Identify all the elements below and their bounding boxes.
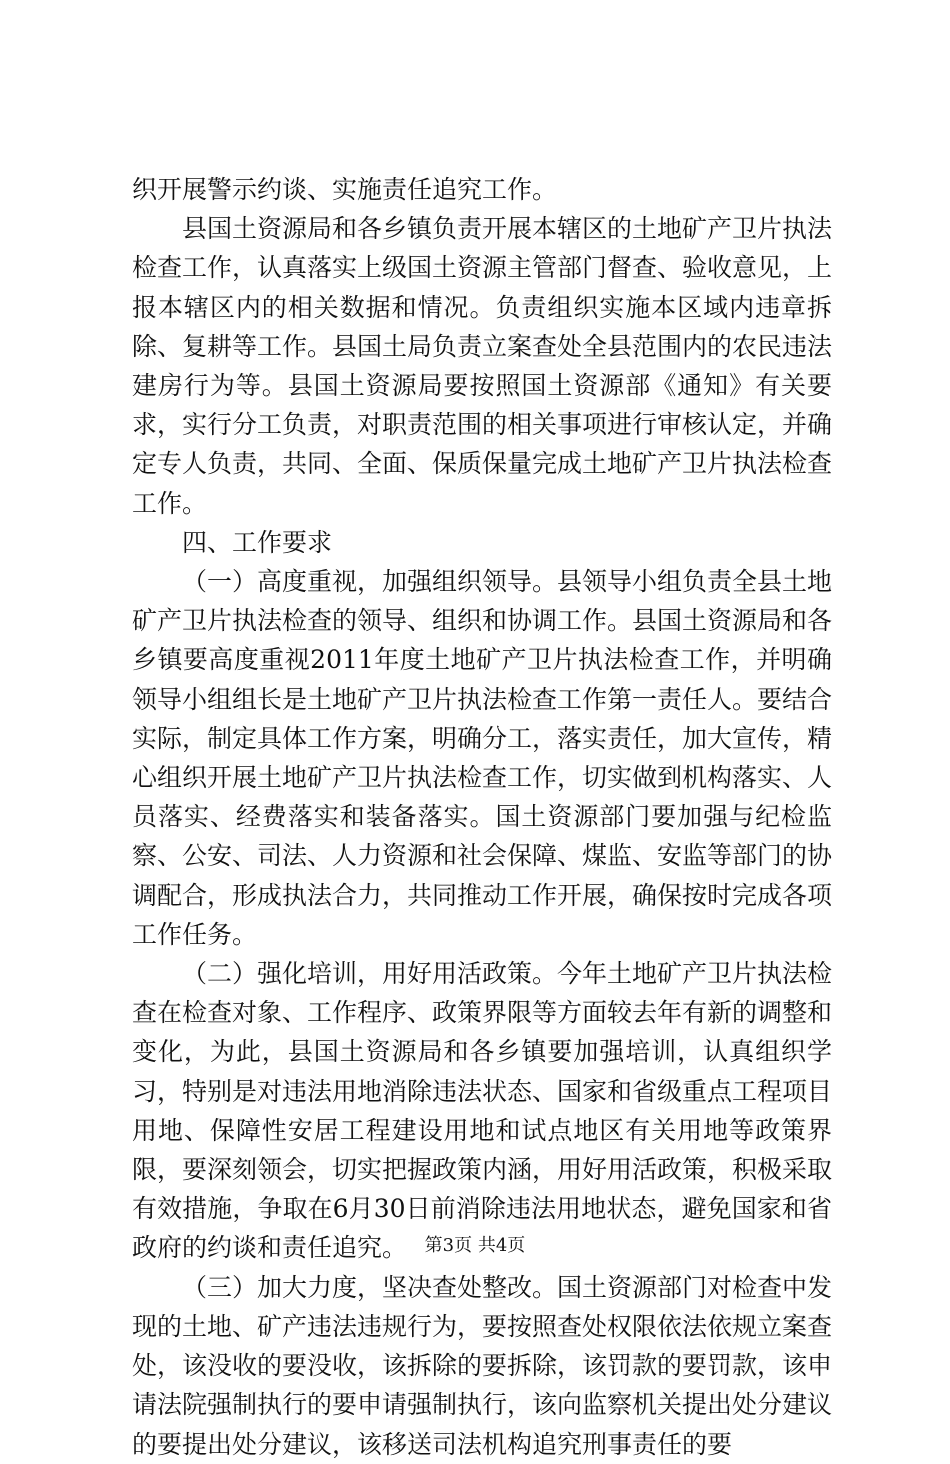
paragraph-responsibilities: 县国土资源局和各乡镇负责开展本辖区的土地矿产卫片执法检查工作，认真落实上级国土资源主管部门督查、验收意见，上报本辖区内的相关数据和情况。负责组织实施本区域内违章拆除、复耕等工作。县国土局负责立案查处全县范围内的农民违法建房行为等。县国土资源局要按照国土资源部《通知》有关要求，实行分工负责，对职责范围的相关事项进行审核认定，并确定专人负责，共同、全面、保质保量完成土地矿产卫片执法检查工作。 — [132, 214, 833, 518]
paragraph-item-3: （三）加大力度，坚决查处整改。国土资源部门对检查中发现的土地、矿产违法违规行为，要按照查处权限依法依规立案查处，该没收的要没收，该拆除的要拆除，该罚款的要罚款，该申请法院强制执行的要申请强制执行，该向监察机关提出处分建议的要提出处分建议，该移送司法机构追究刑事责任的要 — [132, 1272, 833, 1459]
document-body — [132, 170, 832, 1464]
paragraph-item-1: （一）高度重视，加强组织领导。县领导小组负责全县土地矿产卫片执法检查的领导、组织和协调工作。县国土资源局和各乡镇要高度重视2011年度土地矿产卫片执法检查工作，并明确领导小组组长是土地矿产卫片执法检查工作第一责任人。要结合实际，制定具体工作方案，明确分工，落实责任，加大宣传，精心组织开展土地矿产卫片执法检查工作，切实做到机构落实、人员落实、经费落实和装备落实。国土资源部门要加强与纪检监察、公安、司法、人力资源和社会保障、煤监、安监等部门的协调配合，形成执法合力，共同推动工作开展，确保按时完成各项工作任务。 — [132, 567, 833, 949]
paragraph-continuation: 织开展警示约谈、实施责任追究工作。 — [132, 175, 558, 204]
paragraph-item-2: （二）强化培训，用好用活政策。今年土地矿产卫片执法检查在检查对象、工作程序、政策界限等方面较去年有新的调整和变化，为此，县国土资源局和各乡镇要加强培训，认真组织学习，特别是对违法用地消除违法状态、国家和省级重点工程项目用地、保障性安居工程建设用地和试点地区有关用地等政策界限，要深刻领会，切实把握政策内涵，用好用活政策，积极采取有效措施，争取在6月30日前消除违法用地状态，避免国家和省政府的约谈和责任追究。 — [132, 959, 833, 1263]
section-heading-work-requirements: 四、工作要求 — [182, 527, 333, 557]
page-number-footer: 第3页 共4页 — [424, 1235, 526, 1256]
